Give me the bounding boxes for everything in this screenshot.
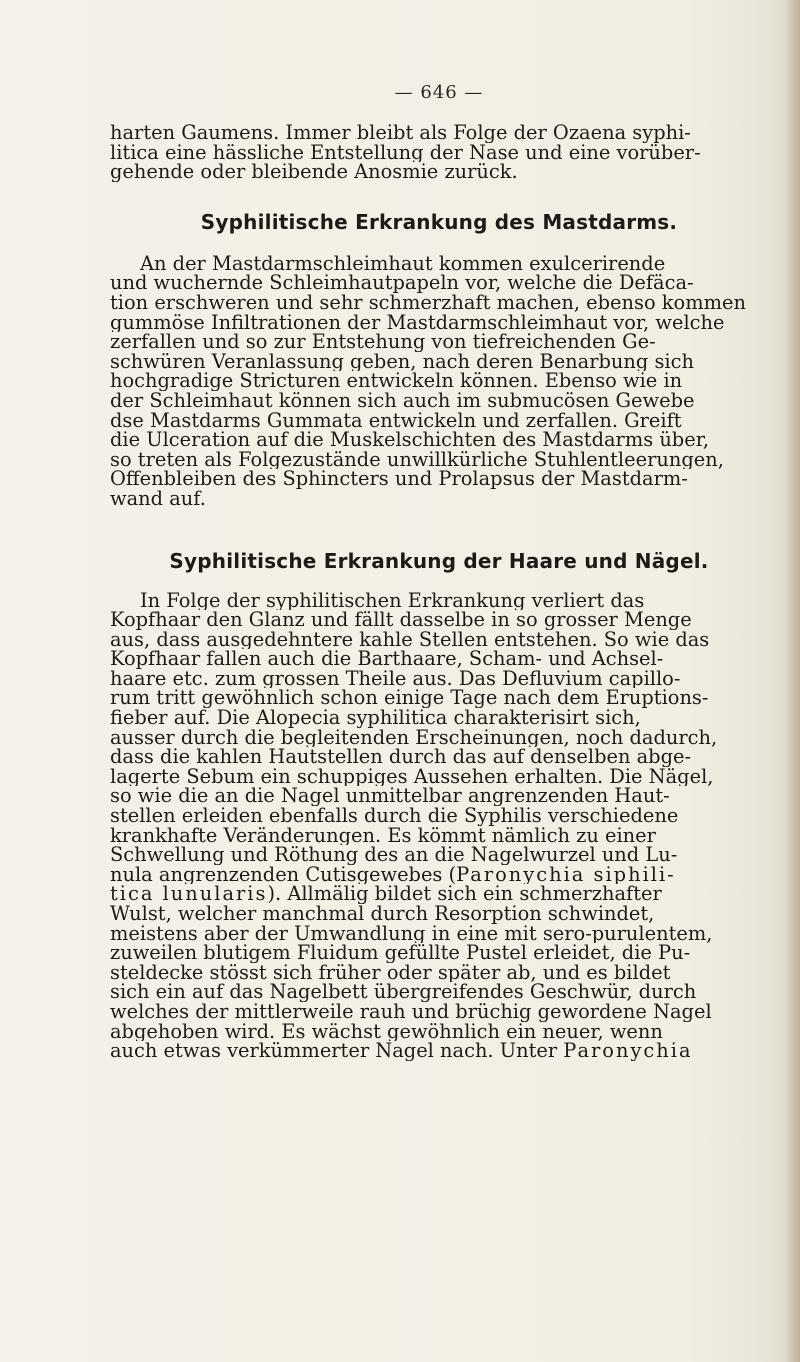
text-line: abgehoben wird. Es wächst gewöhnlich ein neuer, wenn bbox=[110, 1021, 663, 1042]
mastdarm-paragraph bbox=[110, 254, 768, 509]
text-line: Kopfhaar fallen auch die Barthaare, Scham- und Achsel- bbox=[110, 649, 664, 669]
text-line: und wuchernde Schleimhautpapeln vor, welche die Defäca- bbox=[110, 273, 694, 293]
text-line: zerfallen und so zur Entstehung von tiefreichenden Ge- bbox=[110, 332, 656, 352]
text-line: stellen erleiden ebenfalls durch die Syphilis verschiedene bbox=[110, 806, 679, 826]
page-number: — 646 — bbox=[394, 82, 484, 103]
page-content bbox=[110, 82, 768, 1061]
text-line: welches der mittlerweile rauh und brüchig gewordene Nagel bbox=[110, 1001, 712, 1022]
text-line: gummöse Infiltrationen der Mastdarmschleimhaut vor, welche bbox=[110, 312, 725, 333]
text-line: so wie die an die Nagel unmittelbar angrenzenden Haut- bbox=[110, 786, 670, 807]
section-heading-haare-naegel: Syphilitische Erkrankung der Haare und Nägel. bbox=[169, 548, 709, 573]
text-line: aus, dass ausgedehntere kahle Stellen entstehen. So wie das bbox=[110, 629, 710, 650]
text-line: dass die kahlen Hautstellen durch das auf denselben abge- bbox=[110, 747, 692, 767]
text-line: fieber auf. Die Alopecia syphilitica charakterisirt sich, bbox=[110, 708, 641, 728]
text-line: schwüren Veranlassung geben, nach deren Benarbung sich bbox=[110, 351, 694, 372]
text-segment: ). Allmälig bildet sich ein schmerzhafter bbox=[267, 884, 662, 904]
text-line: ausser durch die begleitenden Erscheinungen, noch dadurch, bbox=[110, 727, 718, 748]
text-line: so treten als Folgezustände unwillkürliche Stuhlentleerungen, bbox=[110, 449, 724, 470]
text-line: Schwellung und Röthung des an die Nagelwurzel und Lu- bbox=[110, 845, 678, 865]
text-line: litica eine hässliche Entstellung der Nase und eine vorüber- bbox=[110, 142, 701, 163]
text-line: dse Mastdarms Gummata entwickeln und zerfallen. Greift bbox=[110, 410, 682, 431]
text-line bbox=[110, 884, 768, 904]
text-line: steldecke stösst sich früher oder später ab, und es bildet bbox=[110, 962, 671, 983]
text-segment: auch etwas verkümmerter Nagel nach. Unter bbox=[110, 1041, 564, 1061]
spaced-term: Paronychia siphili- bbox=[456, 864, 676, 885]
spaced-term: Paronychia bbox=[563, 1041, 693, 1061]
text-line: der Schleimhaut können sich auch im submucösen Gewebe bbox=[110, 390, 695, 411]
section-heading-mastdarm: Syphilitische Erkrankung des Mastdarms. bbox=[200, 209, 678, 234]
text-line: haare etc. zum grossen Theile aus. Das Defluvium capillo- bbox=[110, 668, 681, 689]
text-line: Kopfhaar den Glanz und fällt dasselbe in so grosser Menge bbox=[110, 610, 692, 630]
intro-paragraph bbox=[110, 123, 768, 182]
text-line: tion erschweren und sehr schmerzhaft machen, ebenso kommen bbox=[110, 292, 746, 313]
text-segment: nula angrenzenden Cutisgewebes ( bbox=[110, 864, 457, 885]
text-line: zuweilen blutigem Fluidum gefüllte Pustel erleidet, die Pu- bbox=[110, 943, 691, 963]
text-line: die Ulceration auf die Muskelschichten des Mastdarms über, bbox=[110, 430, 709, 450]
text-line: hochgradige Stricturen entwickeln können. Ebenso wie in bbox=[110, 371, 683, 391]
text-line: sich ein auf das Nagelbett übergreifendes Geschwür, durch bbox=[110, 982, 697, 1002]
text-line: lagerte Sebum ein schuppiges Aussehen erhalten. Die Nägel, bbox=[110, 766, 714, 787]
text-line: harten Gaumens. Immer bleibt als Folge der Ozaena syphi- bbox=[110, 123, 691, 143]
page-edge-shadow bbox=[786, 0, 800, 1362]
text-line: An der Mastdarmschleimhaut kommen exulcerirende bbox=[140, 253, 666, 274]
haare-naegel-paragraph bbox=[110, 591, 768, 1061]
text-line bbox=[110, 865, 768, 885]
text-line: gehende oder bleibende Anosmie zurück. bbox=[110, 162, 518, 182]
text-line: rum tritt gewöhnlich schon einige Tage nach dem Eruptions- bbox=[110, 688, 709, 709]
text-line: krankhafte Veränderungen. Es kömmt nämlich zu einer bbox=[110, 825, 656, 846]
text-line: Wulst, welcher manchmal durch Resorption schwindet, bbox=[110, 904, 655, 924]
text-line: meistens aber der Umwandlung in eine mit sero-purulentem, bbox=[110, 923, 713, 944]
spaced-term: tica lunularis bbox=[110, 884, 268, 904]
text-line: In Folge der syphilitischen Erkrankung verliert das bbox=[140, 590, 645, 611]
text-line: wand auf. bbox=[110, 488, 206, 509]
text-line bbox=[110, 1041, 768, 1061]
text-line: Offenbleiben des Sphincters und Prolapsus der Mastdarm- bbox=[110, 469, 688, 489]
